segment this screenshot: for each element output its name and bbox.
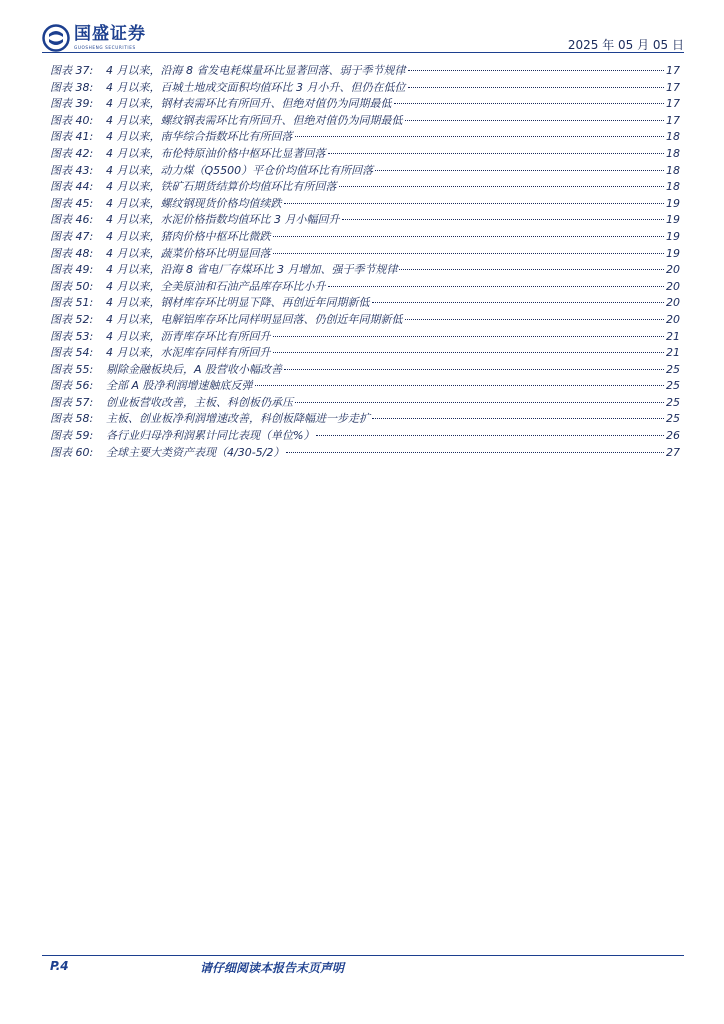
toc-entry-leader	[284, 203, 665, 204]
toc-entry[interactable]	[50, 377, 680, 394]
toc-entry-leader	[286, 452, 664, 453]
toc-entry-title: 4 月以来，动力煤（Q5500）平仓价均值环比有所回落	[106, 163, 374, 177]
toc-entry-title: 4 月以来，蔬菜价格环比明显回落	[106, 246, 271, 260]
toc-entry-page: 27	[666, 445, 680, 459]
toc-entry[interactable]	[50, 79, 680, 96]
toc-entry-leader	[295, 136, 665, 137]
toc-entry-number: 图表 48:	[50, 246, 94, 260]
toc-entry-page: 17	[666, 113, 680, 127]
brand-name-en: GUOSHENG SECURITIES	[74, 44, 136, 50]
toc-entry-number: 图表 49:	[50, 263, 94, 277]
toc-entry-number: 图表 50:	[50, 279, 94, 293]
toc-entry[interactable]	[50, 128, 680, 145]
brand-name-cn: 国盛证券	[74, 23, 146, 44]
toc-entry-leader	[408, 70, 665, 71]
toc-entry-title: 4 月以来，沿海 8 省发电耗煤量环比显著回落、弱于季节规律	[106, 64, 406, 77]
toc-entry[interactable]	[50, 427, 680, 444]
toc-entry-title: 主板、创业板净利润增速改善，科创板降幅进一步走扩	[106, 412, 370, 426]
toc-entry-number: 图表 52:	[50, 312, 94, 326]
toc-entry-leader	[273, 352, 665, 353]
toc-entry-number: 图表 39:	[50, 97, 94, 111]
toc-entry-number: 图表 46:	[50, 213, 94, 227]
toc-entry-leader	[372, 302, 665, 303]
toc-entry-title: 4 月以来，南华综合指数环比有所回落	[106, 130, 293, 144]
toc-entry-page: 19	[666, 213, 680, 227]
toc-entry-leader	[255, 385, 664, 386]
toc-entry[interactable]	[50, 195, 680, 212]
toc-entry-leader	[375, 170, 664, 171]
toc-entry-title: 4 月以来，电解铝库存环比同样明显回落、仍创近年同期新低	[106, 312, 403, 326]
toc-entry-title: 4 月以来，水泥价格指数均值环比 3 月小幅回升	[106, 213, 340, 227]
toc-entry-leader	[399, 269, 664, 270]
toc-entry-number: 图表 57:	[50, 395, 94, 409]
toc-entry-page: 20	[666, 312, 680, 326]
toc-entry-number: 图表 53:	[50, 329, 94, 343]
toc-entry-title: 4 月以来，沿海 8 省电厂存煤环比 3 月增加、强于季节规律	[106, 263, 398, 277]
toc-entry-leader	[405, 319, 665, 320]
toc-entry-title: 创业板营收改善，主板、科创板仍承压	[106, 395, 293, 409]
toc-entry[interactable]	[50, 261, 680, 278]
toc-entry-number: 图表 40:	[50, 113, 94, 127]
toc-entry-number: 图表 59:	[50, 429, 94, 443]
toc-entry-page: 25	[666, 362, 680, 376]
toc-entry-page: 17	[666, 80, 680, 94]
toc-entry-number: 图表 56:	[50, 379, 94, 393]
toc-list	[50, 62, 680, 460]
toc-entry-page: 21	[666, 329, 680, 343]
toc-entry-title: 剔除金融板块后，A 股营收小幅改善	[106, 362, 283, 376]
toc-entry-number: 图表 41:	[50, 130, 94, 144]
toc-entry-page: 18	[666, 130, 680, 144]
toc-entry-leader	[328, 153, 665, 154]
toc-entry-number: 图表 47:	[50, 229, 94, 243]
toc-entry-number: 图表 43:	[50, 163, 94, 177]
toc-entry[interactable]	[50, 278, 680, 295]
toc-entry-number: 图表 55:	[50, 362, 94, 376]
toc-entry-page: 25	[666, 412, 680, 426]
toc-entry-title: 4 月以来，钢材库存环比明显下降、再创近年同期新低	[106, 296, 370, 310]
toc-entry[interactable]	[50, 145, 680, 162]
toc-entry[interactable]	[50, 178, 680, 195]
toc-entry-page: 17	[666, 64, 680, 77]
toc-entry-page: 19	[666, 196, 680, 210]
toc-entry[interactable]	[50, 410, 680, 427]
toc-entry-page: 17	[666, 97, 680, 111]
toc-entry-title: 4 月以来，全美原油和石油产品库存环比小升	[106, 279, 326, 293]
toc-entry-number: 图表 42:	[50, 146, 94, 160]
toc-entry-page: 21	[666, 346, 680, 360]
header-divider	[42, 52, 684, 53]
toc-entry[interactable]	[50, 294, 680, 311]
toc-entry-number: 图表 60:	[50, 445, 94, 459]
toc-entry-title: 4 月以来，百城土地成交面积均值环比 3 月小升、但仍在低位	[106, 80, 406, 94]
toc-entry-leader	[328, 286, 665, 287]
toc-entry-page: 19	[666, 229, 680, 243]
toc-entry-leader	[405, 120, 665, 121]
toc-entry-title: 4 月以来，铁矿石期货结算价均值环比有所回落	[106, 180, 337, 194]
toc-entry[interactable]	[50, 394, 680, 411]
toc-entry-number: 图表 38:	[50, 80, 94, 94]
toc-entry-leader	[295, 402, 664, 403]
toc-entry-leader	[273, 236, 665, 237]
toc-entry-page: 25	[666, 379, 680, 393]
toc-entry[interactable]	[50, 361, 680, 378]
toc-entry[interactable]	[50, 444, 680, 461]
toc-entry-leader	[394, 103, 665, 104]
toc-entry[interactable]	[50, 112, 680, 129]
toc-entry-number: 图表 44:	[50, 180, 94, 194]
toc-entry[interactable]	[50, 245, 680, 262]
toc-entry[interactable]	[50, 211, 680, 228]
toc-entry-page: 25	[666, 395, 680, 409]
toc-entry[interactable]	[50, 228, 680, 245]
page-number: P.4	[50, 959, 69, 973]
toc-entry-page: 20	[666, 279, 680, 293]
toc-entry-title: 4 月以来，螺纹钢现货价格均值续跌	[106, 196, 282, 210]
brand-logo	[42, 22, 146, 54]
toc-entry-page: 20	[666, 296, 680, 310]
toc-entry[interactable]	[50, 328, 680, 345]
toc-entry-leader	[284, 369, 664, 370]
toc-entry-page: 20	[666, 263, 680, 277]
toc-entry-leader	[316, 435, 664, 436]
toc-entry-title: 各行业归母净利润累计同比表现（单位%）	[106, 429, 315, 443]
toc-entry-leader	[273, 253, 665, 254]
toc-entry-page: 19	[666, 246, 680, 260]
toc-entry[interactable]	[50, 62, 680, 79]
toc-entry-title: 4 月以来，螺纹钢表需环比有所回升、但绝对值仍为同期最低	[106, 113, 403, 127]
toc-entry[interactable]	[50, 95, 680, 112]
toc-entry-title: 4 月以来，水泥库存同样有所回升	[106, 346, 271, 360]
toc-entry-leader	[339, 186, 665, 187]
report-date: 2025 年 05 月 05 日	[567, 38, 684, 52]
toc-entry-page: 26	[666, 429, 680, 443]
toc-entry-number: 图表 37:	[50, 64, 94, 77]
toc-entry-page: 18	[666, 180, 680, 194]
toc-entry-number: 图表 58:	[50, 412, 94, 426]
toc-entry-leader	[273, 336, 665, 337]
toc-entry-title: 全球主要大类资产表现（4/30-5/2）	[106, 445, 285, 459]
toc-entry-page: 18	[666, 163, 680, 177]
toc-entry-number: 图表 54:	[50, 346, 94, 360]
toc-entry-leader	[408, 87, 665, 88]
toc-entry-title: 4 月以来，布伦特原油价格中枢环比显著回落	[106, 146, 326, 160]
toc-entry-leader	[342, 219, 665, 220]
footer-divider	[42, 955, 684, 956]
toc-entry-number: 图表 45:	[50, 196, 94, 210]
toc-entry-title: 全部 A 股净利润增速触底反弹	[106, 379, 253, 393]
toc-entry-title: 4 月以来，猪肉价格中枢环比微跌	[106, 229, 271, 243]
brand-name	[74, 23, 146, 50]
toc-entry-title: 4 月以来，钢材表需环比有所回升、但绝对值仍为同期最低	[106, 97, 392, 111]
toc-entry[interactable]	[50, 162, 680, 179]
disclaimer-note: 请仔细阅读本报告末页声明	[200, 961, 345, 975]
toc-entry[interactable]	[50, 311, 680, 328]
toc-entry-number: 图表 51:	[50, 296, 94, 310]
toc-entry-page: 18	[666, 146, 680, 160]
toc-entry[interactable]	[50, 344, 680, 361]
brand-logo-icon	[42, 24, 70, 52]
toc-entry-title: 4 月以来，沥青库存环比有所回升	[106, 329, 271, 343]
toc-entry-leader	[372, 418, 664, 419]
